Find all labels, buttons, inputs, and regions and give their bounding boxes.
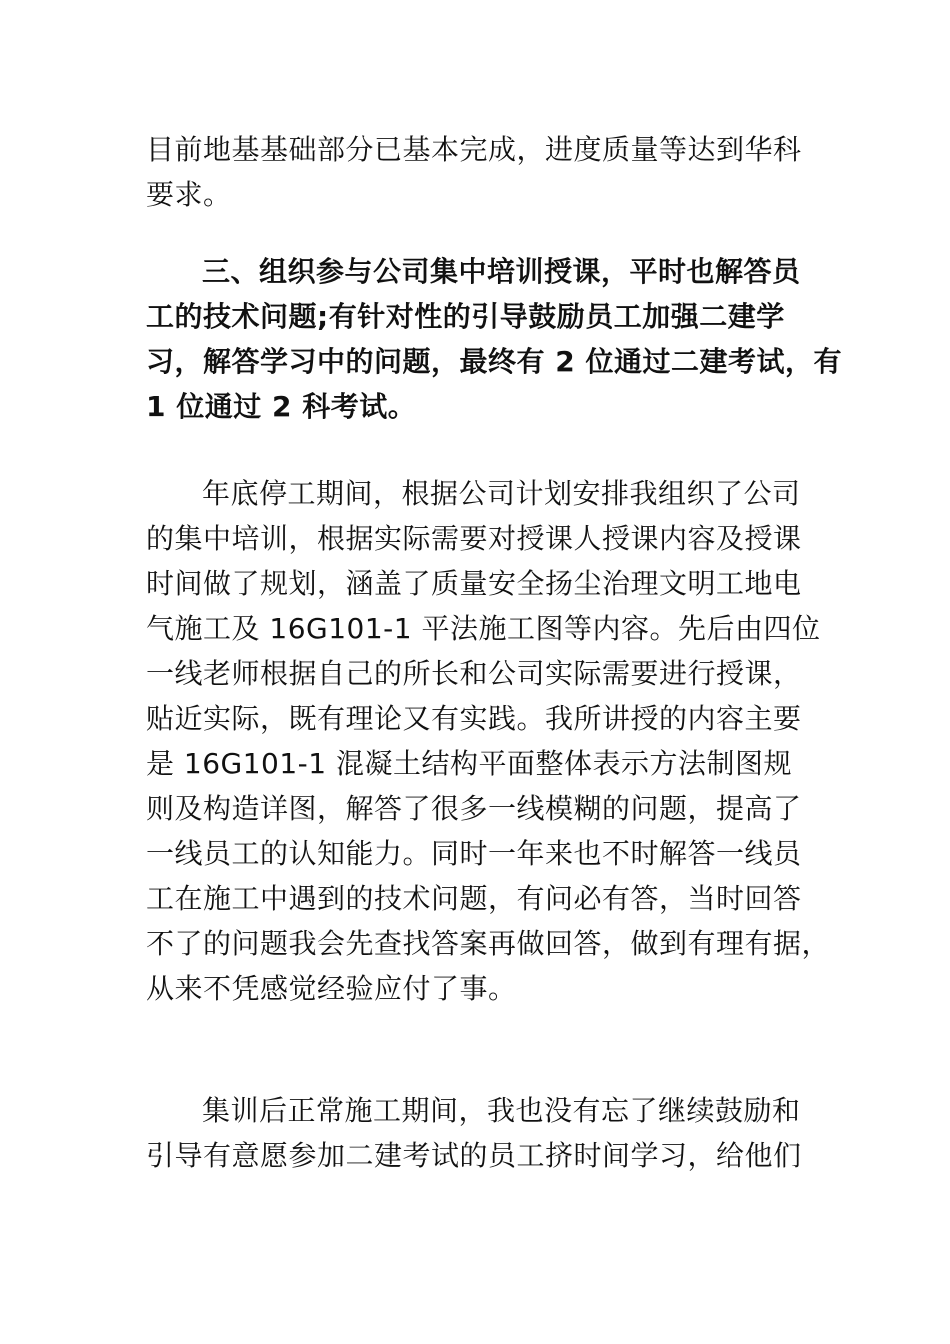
paragraph-1 (146, 127, 816, 217)
text-line: 集训后正常施工期间，我也没有忘了继续鼓励和 (202, 1094, 801, 1127)
text-line: 1 位通过 2 科考试。 (146, 390, 417, 423)
text-line: 时间做了规划，涵盖了质量安全扬尘治理文明工地电 (146, 567, 802, 600)
text-line: 从来不凭感觉经验应付了事。 (146, 972, 517, 1005)
paragraph-2-heading (146, 249, 842, 429)
text-line: 一线员工的认知能力。同时一年来也不时解答一线员 (146, 837, 802, 870)
text-line: 工的技术问题;有针对性的引导鼓励员工加强二建学 (146, 300, 785, 333)
text-line: 要求。 (146, 178, 232, 211)
text-line: 工在施工中遇到的技术问题，有问必有答，当时回答 (146, 882, 802, 915)
text-line: 不了的问题我会先查找答案再做回答，做到有理有据， (146, 927, 831, 960)
text-line: 的集中培训，根据实际需要对授课人授课内容及授课 (146, 522, 802, 555)
text-line: 三、组织参与公司集中培训授课，平时也解答员 (202, 255, 801, 288)
text-line: 习，解答学习中的问题，最终有 2 位通过二建考试，有 (146, 345, 842, 378)
text-line: 年底停工期间，根据公司计划安排我组织了公司 (202, 477, 801, 510)
text-line: 气施工及 16G101-1 平法施工图等内容。先后由四位 (146, 612, 821, 645)
text-line: 目前地基基础部分已基本完成，进度质量等达到华科 (146, 133, 802, 166)
text-line: 一线老师根据自己的所长和公司实际需要进行授课， (146, 657, 802, 690)
text-line: 则及构造详图，解答了很多一线模糊的问题，提高了 (146, 792, 802, 825)
paragraph-3 (146, 471, 831, 1011)
text-line: 引导有意愿参加二建考试的员工挤时间学习，给他们 (146, 1139, 802, 1172)
text-line: 贴近实际，既有理论又有实践。我所讲授的内容主要 (146, 702, 802, 735)
paragraph-4 (146, 1088, 816, 1178)
text-line: 是 16G101-1 混凝土结构平面整体表示方法制图规 (146, 747, 792, 780)
